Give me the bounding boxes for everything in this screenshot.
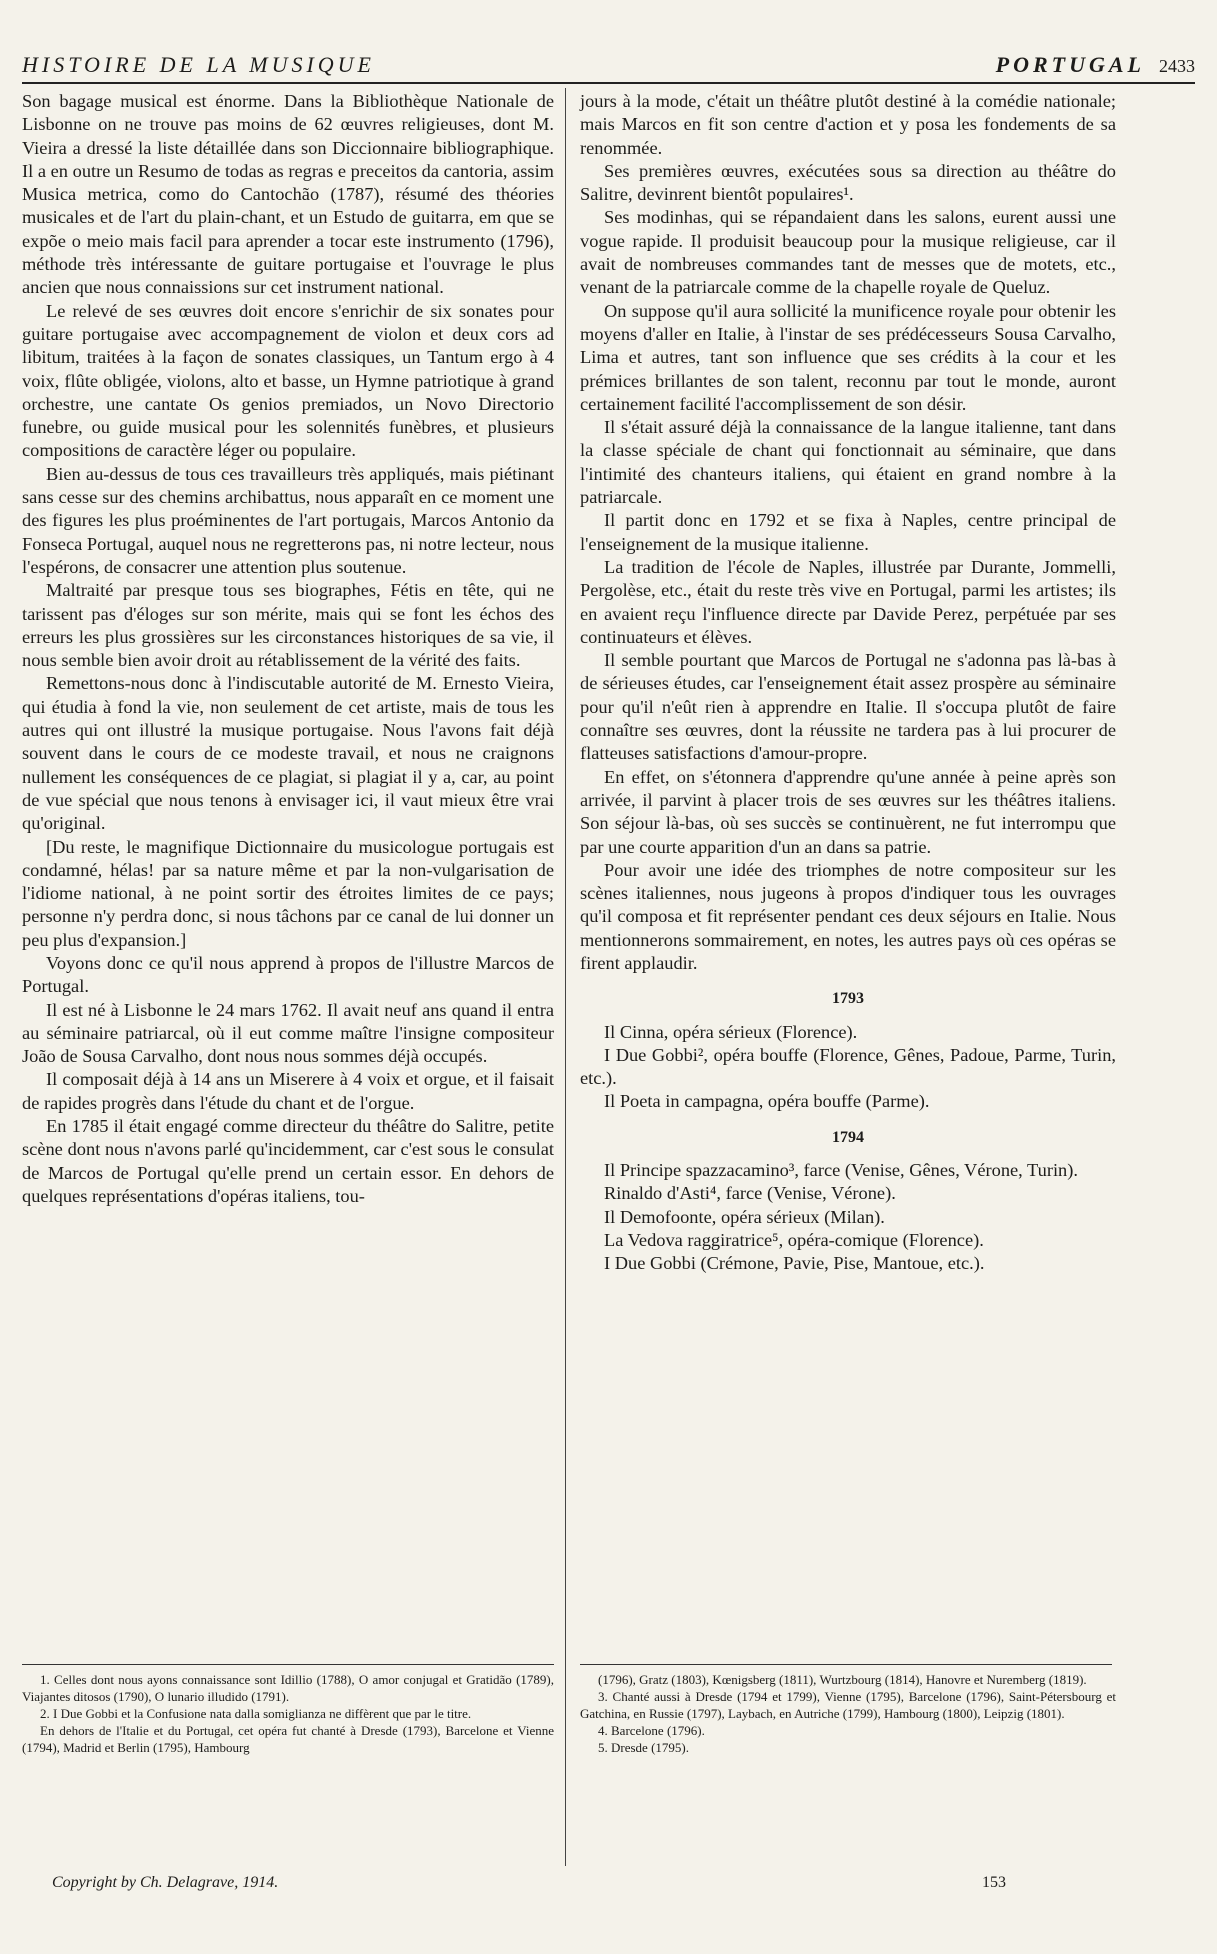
opera-entry: I Due Gobbi (Crémone, Pavie, Pise, Mantoue, etc.). xyxy=(604,1253,985,1274)
opera-entry: Il Poeta in campagna, opéra bouffe (Parme). xyxy=(604,1091,930,1112)
header-right-title xyxy=(996,52,1195,78)
paragraph: Ses premières œuvres, exécutées sous sa direction au théâtre do Salitre, devinrent bientôt populaires¹. xyxy=(580,160,1116,205)
folio-number: 153 xyxy=(982,1874,1006,1891)
paragraph: Son bagage musical est énorme. Dans la Bibliothèque Nationale de Lisbonne on ne trouve pas moins de 62 œuvres religieuses, dont M. Vieira a dressé la liste détaillée dans son Diccionnaire bibliographique. Il a en outre un Resumo de todas as regras e preceitos da cantoria, assim Musica metrica, como do Cantochão (1787), résumé des théories musicales et de l'art du plain-chant, et un Estudo de guitarra, em que se expõe o meio mais facil para aprender a tocar este instrumento (1796), méthode très intéressante de guitare portugaise et l'ouvrage le plus ancien que nous connaissions sur cet instrument national. xyxy=(22,91,554,298)
footnote-rule xyxy=(22,1664,554,1665)
paragraph: [Du reste, le magnifique Dictionnaire du musicologue portugais est condamné, hélas! par sa nature même et par la non-vulgarisation de l'idiome national, à ne point sortir des étroites limites de ce pays; personne n'y perdra donc, si nous tâchons par ce canal de lui donner un peu plus d'expansion.] xyxy=(22,836,554,950)
paragraph: Il s'était assuré déjà la connaissance de la langue italienne, tant dans la classe spéciale de chant qui fonctionnait au séminaire, que dans l'intimité des chanteurs italiens, qui étaient en grand nombre à la patriarcale. xyxy=(580,417,1116,508)
paragraph: Voyons donc ce qu'il nous apprend à propos de l'illustre Marcos de Portugal. xyxy=(22,952,554,997)
paragraph: Ses modinhas, qui se répandaient dans les salons, eurent aussi une vogue rapide. Il produisit beaucoup pour la musique religieuse, car il avait de nombreuses commandes tant de messes que de motets, etc., venant de la patriarcale comme de la chapelle royale de Queluz. xyxy=(580,207,1116,298)
header-rule xyxy=(22,82,1195,84)
footnote: En dehors de l'Italie et du Portugal, cet opéra fut chanté à Dresde (1793), Barcelone et Vienne (1794), Madrid et Berlin (1795), Hambourg xyxy=(22,1723,554,1755)
paragraph: En effet, on s'étonnera d'apprendre qu'une année à peine après son arrivée, il parvint à placer trois de ses œuvres sur les théâtres italiens. Son séjour là-bas, où ses succès se continuèrent, ne fut interrompu que par une courte apparition d'un an dans sa patrie. xyxy=(580,766,1116,857)
paragraph: On suppose qu'il aura sollicité la munificence royale pour obtenir les moyens d'aller en Italie, à l'instar de ses prédécesseurs Sousa Carvalho, Lima et autres, tant son influence que ses crédits à la cour et les prémices brillantes de son talent, reconnu par tout le monde, auront certainement facilité l'accomplissement de son désir. xyxy=(580,300,1116,414)
footnote-rule xyxy=(580,1664,1112,1665)
paragraph: Maltraité par presque tous ses biographes, Fétis en tête, qui ne tarissent pas d'éloges sur son mérite, mais qui se font les échos des erreurs les plus grossières sur les circonstances historiques de sa vie, il nous semble bien avoir droit au rétablissement de la vérité des faits. xyxy=(22,580,554,671)
left-column xyxy=(22,90,554,1208)
opera-entry: Il Demofoonte, opéra sérieux (Milan). xyxy=(604,1206,885,1227)
column-divider xyxy=(565,88,566,1866)
opera-entry: I Due Gobbi², opéra bouffe (Florence, Gênes, Padoue, Parme, Turin, etc.). xyxy=(580,1044,1116,1089)
header-left-title: HISTOIRE DE LA MUSIQUE xyxy=(22,52,375,77)
opera-entry: Il Principe spazzacamino³, farce (Venise, Gênes, Vérone, Turin). xyxy=(604,1160,1078,1181)
footnote: 3. Chanté aussi à Dresde (1794 et 1799), Vienne (1795), Barcelone (1796), Saint-Pétersbourg et Gatchina, en Russie (1797), Laybach, en Autriche (1799), Hambourg (1800), Leipzig (1801). xyxy=(580,1689,1116,1721)
paragraph: Il composait déjà à 14 ans un Miserere à 4 voix et orgue, et il faisait de rapides progrès dans l'étude du chant et de l'orgue. xyxy=(22,1069,554,1113)
footnote: 2. I Due Gobbi et la Confusione nata dalla somiglianza ne diffèrent que par le titre. xyxy=(40,1706,472,1721)
header-country: PORTUGAL xyxy=(995,52,1145,77)
year-heading: 1793 xyxy=(832,990,864,1008)
copyright-line: Copyright by Ch. Delagrave, 1914. xyxy=(52,1874,279,1891)
right-column xyxy=(580,90,1116,1276)
page-footer xyxy=(22,1874,1195,1898)
paragraph: Pour avoir une idée des triomphes de notre compositeur sur les scènes italiennes, nous jugeons à propos d'indiquer tous les ouvrages qu'il composa et fit représenter pendant ces deux séjours en Italie. Nous mentionnerons sommairement, en notes, les autres pays où ces opéras se firent applaudir. xyxy=(580,859,1116,973)
paragraph: Il partit donc en 1792 et se fixa à Naples, centre principal de l'enseignement de la musique italienne. xyxy=(580,510,1116,554)
paragraph: Il est né à Lisbonne le 24 mars 1762. Il avait neuf ans quand il entra au séminaire patriarcal, où il eut comme maître l'insigne compositeur João de Sousa Carvalho, dont nous nous sommes déjà occupés. xyxy=(22,999,554,1067)
paragraph: Le relevé de ses œuvres doit encore s'enrichir de six sonates pour guitare portugaise avec accompagnement de violon et deux cors ad libitum, traitées à la façon de sonates classiques, un Tantum ergo à 4 voix, flûte obligée, violons, alto et basse, un Hymne patriotique à grand orchestre, une cantate Os genios premiados, un Novo Directorio funebre, ou guide musical pour les solennités funèbres, et plusieurs compositions de caractère léger ou populaire. xyxy=(22,300,554,461)
footnote: 4. Barcelone (1796). xyxy=(598,1723,705,1738)
footnote: 1. Celles dont nous ayons connaissance sont Idillio (1788), O amor conjugal et Gratidão (1789), Viajantes ditosos (1790), O lunario illudido (1791). xyxy=(22,1672,554,1704)
footnotes-left xyxy=(22,1664,554,1756)
opera-entry: Rinaldo d'Asti⁴, farce (Venise, Vérone). xyxy=(604,1183,896,1204)
paragraph: Il semble pourtant que Marcos de Portugal ne s'adonna pas là-bas à de sérieuses études, car l'enseignement était assez prospère au séminaire pour qu'il n'eût rien à apprendre en Italie. Il s'occupa plutôt de faire connaître ses œuvres, dont la réussite ne tardera pas à lui procurer de flatteuses satisfactions d'amour-propre. xyxy=(580,650,1116,764)
paragraph: En 1785 il était engagé comme directeur du théâtre do Salitre, petite scène dont nous n'avons parlé qu'incidemment, car c'est sous le consulat de Marcos de Portugal qu'elle prend un certain essor. En dehors de quelques représentations d'opéras italiens, tou- xyxy=(22,1116,554,1206)
opera-entry: Il Cinna, opéra sérieux (Florence). xyxy=(604,1021,858,1042)
paragraph: Bien au-dessus de tous ces travailleurs très appliqués, mais piétinant sans cesse sur des chemins archibattus, nous apparaît en ce moment une des figures les plus proéminentes de l'art portugais, Marcos Antonio da Fonseca Portugal, auquel nous ne regretterons pas, ni notre lecteur, nous l'espérons, de consacrer une attention plus soutenue. xyxy=(22,463,554,577)
footnote: (1796), Gratz (1803), Kœnigsberg (1811), Wurtzbourg (1814), Hanovre et Nuremberg (1819). xyxy=(598,1672,1087,1687)
footnotes-right xyxy=(580,1664,1116,1756)
paragraph: jours à la mode, c'était un théâtre plutôt destiné à la comédie nationale; mais Marcos en fit son centre d'action et y posa les fondements de sa renommée. xyxy=(580,91,1116,158)
opera-entry: La Vedova raggiratrice⁵, opéra-comique (Florence). xyxy=(604,1229,984,1250)
running-header xyxy=(22,52,1195,86)
paragraph: La tradition de l'école de Naples, illustrée par Durante, Jommelli, Pergolèse, etc., était du reste très vive en Portugal, parmi les artistes; ils en avaient reçu l'influence directe par Davide Perez, perpétuée par ses continuateurs et élèves. xyxy=(580,556,1116,647)
header-page-number: 2433 xyxy=(1159,56,1195,76)
footnote: 5. Dresde (1795). xyxy=(598,1740,689,1755)
paragraph: Remettons-nous donc à l'indiscutable autorité de M. Ernesto Vieira, qui étudia à fond la vie, non seulement de cet artiste, mais de tous les autres qui ont illustré la musique portugaise. Nous l'avons fait déjà souvent dans le cours de ce modeste travail, et nous ne craignons nullement les conséquences de ce plagiat, si plagiat il y a, car, au point de vue spécial que nous tenons à envisager ici, il vaut mieux être vrai qu'original. xyxy=(22,673,554,834)
year-heading: 1794 xyxy=(832,1128,864,1146)
